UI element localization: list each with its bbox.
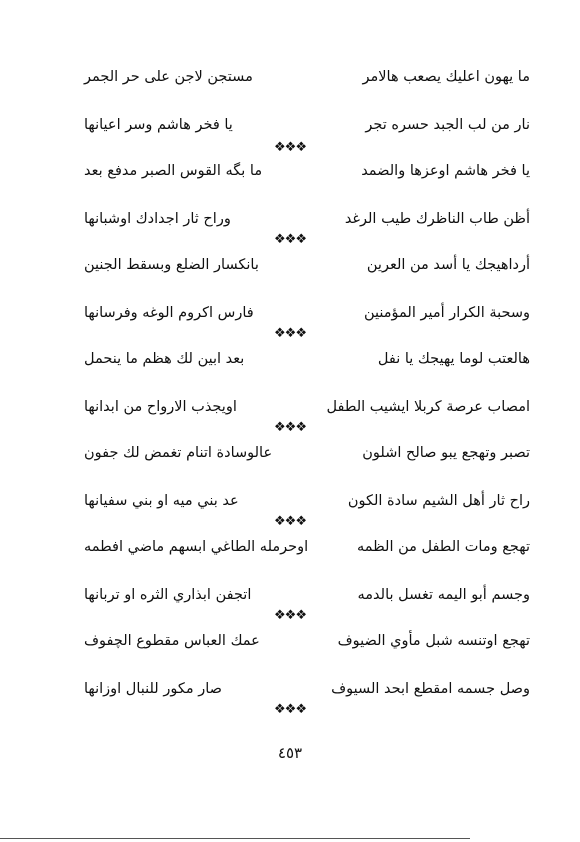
verse-hemistich-right: امصاب عرصة كربلا ايشيب الطفل: [326, 399, 530, 415]
verse-hemistich-right: تهجع ومات الطفل من الظمه: [356, 539, 530, 555]
verse-hemistich-left: عد بني ميه او بني سفيانها: [84, 493, 239, 509]
stanza-separator: ❖❖❖: [274, 514, 306, 529]
verse-hemistich-right: أظن طاب الناظرك طيب الرغد: [344, 211, 530, 227]
stanza-separator: ❖❖❖: [274, 702, 306, 717]
verse-line: [84, 622, 530, 670]
verse-hemistich-right: أرداهيجك يا أسد من العرين: [366, 257, 530, 273]
verse-line: [84, 528, 530, 576]
verse-line: [84, 246, 530, 294]
verse-hemistich-left: عمك العباس مقطوع الچفوف: [84, 633, 260, 649]
verse-hemistich-left: اتجفن ابذاري الثره او تربانها: [84, 587, 252, 603]
verse-hemistich-left: اويجذب الارواح من ابدانها: [84, 399, 237, 415]
verse-hemistich-left: صار مكور للنبال اوزانها: [84, 681, 222, 697]
verse-hemistich-left: بانكسار الضلع وبسقط الجنين: [84, 257, 259, 273]
verse-hemistich-left: بعد ابين لك هظم ما ينحمل: [84, 351, 245, 367]
stanza-separator: ❖❖❖: [274, 326, 306, 341]
verse-hemistich-right: يا فخر هاشم اوعزها والضمد: [361, 163, 530, 179]
verse-line: [84, 152, 530, 200]
stanza-separator: ❖❖❖: [274, 232, 306, 247]
verse-hemistich-right: هالعتب لوما يهيجك يا نفل: [377, 351, 530, 367]
stanza-separator: ❖❖❖: [274, 608, 306, 623]
stanza-separator: ❖❖❖: [274, 420, 306, 435]
verse-hemistich-right: وسحبة الكرار أمير المؤمنين: [363, 305, 530, 321]
verse-hemistich-left: ما بگه القوس الصبر مدفع بعد: [84, 163, 263, 179]
verse-hemistich-right: راح ثار أهل الشيم سادة الكون: [347, 493, 530, 509]
verse-line: [84, 340, 530, 388]
page-number: ٤٥٣: [277, 744, 303, 762]
page-edge-line: [0, 838, 470, 839]
verse-hemistich-left: مستجن لاجن على حر الجمر: [84, 69, 253, 85]
stanza-separator: ❖❖❖: [274, 140, 306, 155]
verse-hemistich-right: تهجع اوتنسه شبل مأوي الضيوف: [337, 633, 530, 649]
verse-hemistich-left: عالوسادة اتنام تغمض لك جفون: [84, 445, 273, 461]
verse-hemistich-left: اوحرمله الطاغي ابسهم ماضي افطمه: [84, 539, 309, 555]
verse-hemistich-right: ما يهون اعليك يصعب هالامر: [362, 69, 530, 85]
verse-hemistich-left: وراح ثار اجدادك اوشبانها: [84, 211, 231, 227]
verse-hemistich-left: يا فخر هاشم وسر اعيانها: [84, 117, 233, 133]
verse-hemistich-right: وجسم أبو اليمه تغسل بالدمه: [357, 587, 530, 603]
verse-line: [84, 434, 530, 482]
verse-line: [84, 58, 530, 106]
verse-hemistich-right: وصل جسمه امقطع ابحد السيوف: [331, 681, 530, 697]
verse-hemistich-right: تصبر وتهجع يبو صالح اشلون: [362, 445, 530, 461]
verse-hemistich-right: نار من لب الجبد حسره تجر: [365, 117, 530, 133]
verse-hemistich-left: فارس اكروم الوغه وفرسانها: [84, 305, 254, 321]
